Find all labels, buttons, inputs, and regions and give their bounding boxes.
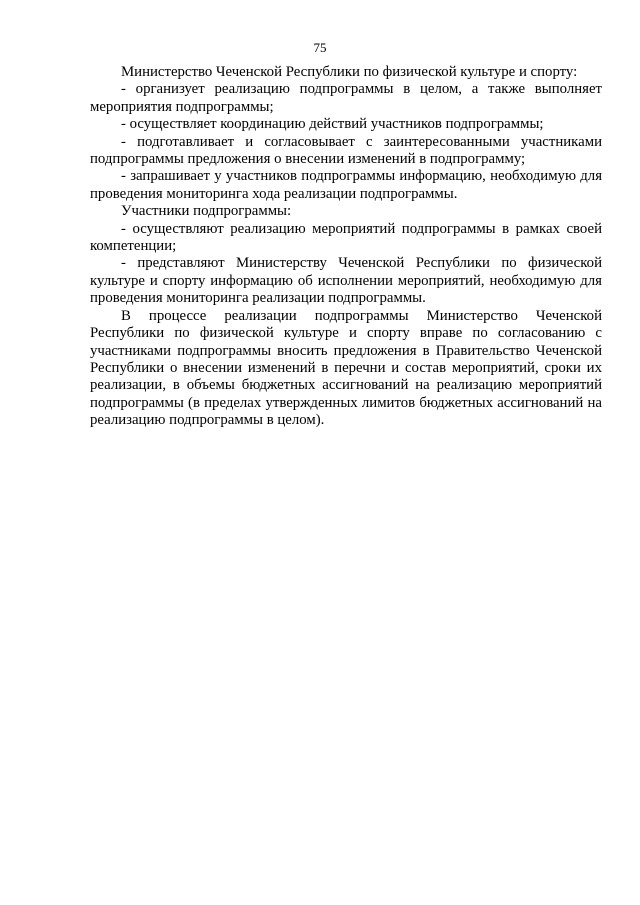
- paragraph-ministry-intro: Министерство Чеченской Республики по физической культуре и спорту:: [121, 64, 578, 80]
- paragraph-ministry-organizes: - организует реализацию подпрограммы в целом, а также выполняет мероприятия подпрограммы;: [90, 81, 602, 115]
- page-number: 75: [313, 40, 327, 55]
- paragraph-participants-implement: - осуществляют реализацию мероприятий подпрограммы в рамках своей компетенции;: [90, 220, 602, 255]
- paragraph-ministry-prepares: - подготавливает и согласовывает с заинтересованными участниками подпрограммы предложения о внесении изменений в подпрограмму;: [90, 133, 602, 168]
- paragraph-amendment-process: В процессе реализации подпрограммы Министерство Чеченской Республики по физической культуре и спорту вправе по согласованию с участниками подпрограммы вносить предложения в Правительство Чеченской Республики о внесении изменений в перечни и состав мероприятий, сроки их реализации, в объемы бюджетных ассигнований на реализацию мероприятий подпрограммы (в пределах утвержденных лимитов бюджетных ассигнований на реализацию подпрограммы в целом).: [90, 307, 602, 429]
- document-body: [90, 64, 602, 430]
- paragraph-participants-intro: Участники подпрограммы:: [121, 203, 292, 220]
- paragraph-participants-report: - представляют Министерству Чеченской Республики по физической культуре и спорту информацию об исполнении мероприятий, необходимую для проведения мониторинга реализации подпрограммы.: [90, 255, 602, 307]
- paragraph-ministry-coordinates: - осуществляет координацию действий участников подпрограммы;: [121, 116, 544, 133]
- paragraph-ministry-requests: - запрашивает у участников подпрограммы информацию, необходимую для проведения мониторинга хода реализации подпрограммы.: [90, 168, 602, 202]
